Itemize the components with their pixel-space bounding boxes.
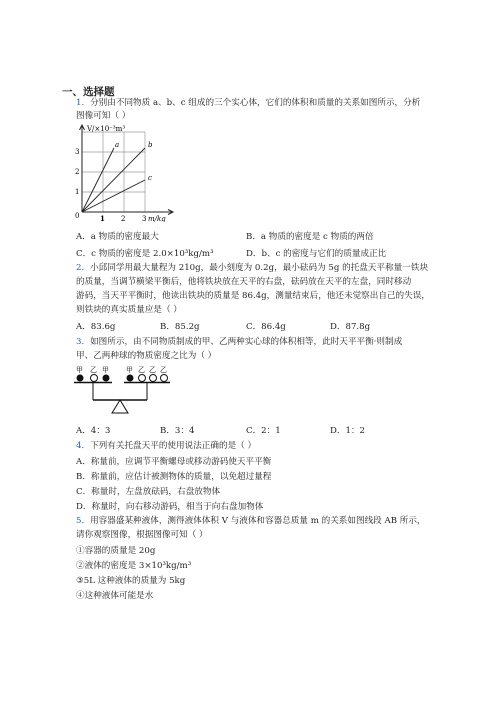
question-3-option-d: D．1：2 (330, 426, 366, 436)
question-2-text-3: 游码，当天平平衡时，他读出铁块的质量是 86.4g，测量结束后，他还未觉察出自己的失误， (76, 291, 430, 301)
graph-axes (80, 125, 174, 215)
question-3-balance-figure (72, 364, 202, 424)
y-axis-label: V/×10⁻³m³ (87, 125, 126, 133)
question-1-text-2: 图像可知（ ） (76, 111, 131, 121)
line-c-label: c (148, 174, 152, 182)
right-pan-balls (127, 375, 168, 382)
question-5-statement-2: ②液体的密度是 3×10³kg/m³ (76, 561, 192, 571)
right-label-1: 甲 (126, 366, 133, 374)
question-1-option-b: B．a 物质的密度是 c 物质的两倍 (246, 232, 374, 242)
y-tick-1: 1 (75, 188, 80, 196)
graph-lines (82, 148, 145, 212)
section-title: 一、选择题 (62, 86, 115, 98)
question-2-option-c: C．86.4g (246, 322, 286, 332)
question-2-option-b: B．85.2g (160, 322, 200, 332)
x-tick-3: 3 (142, 215, 147, 222)
left-label-3: 甲 (102, 366, 109, 374)
left-pan-balls (77, 375, 110, 382)
question-2-text-1: 小邱同学用最大量程为 210g，最小刻度为 0.2g，最小砝码为 5g 的托盘天平称量一铁块 (90, 263, 429, 273)
question-5-statement-1: ①容器的质量是 20g (76, 546, 156, 556)
x-tick-1: 1 (100, 214, 105, 222)
question-4-option-b: B．称量前，应估计被测物体的质量，以免超过量程 (76, 472, 272, 482)
question-1-number: 1． (76, 98, 91, 108)
question-3-option-c: C．2：1 (246, 426, 281, 436)
line-b (82, 148, 145, 212)
question-3-option-a: A．4：3 (76, 426, 111, 436)
x-tick-2: 2 (121, 215, 126, 222)
question-1-option-a: A．a 物质的密度最大 (76, 232, 159, 242)
question-2-text-2: 的质量，当调节横梁平衡后，他将铁块放在天平的右盘，砝码放在天平的左盘，同时移动 (76, 277, 412, 287)
question-4-number: 4． (76, 441, 91, 451)
question-3-text-1: 如图所示，由不同物质制成的甲、乙两种实心球的体积相等，此时天平平衡·则制成 (90, 337, 403, 347)
question-3-number: 3． (76, 337, 91, 347)
question-5-number: 5． (76, 516, 91, 526)
question-2-option-d: D．87.8g (330, 322, 371, 332)
line-a-label: a (115, 141, 120, 149)
question-2-line-1 (76, 262, 428, 275)
line-b-label: b (148, 141, 153, 149)
x-axis-label: m/kg (148, 215, 166, 222)
question-1-text-1: 分别由不同物质 a、b、c 组成的三个实心体，它们的体积和质量的关系如图所示，分析 (90, 98, 421, 108)
question-4-text-1: 下列有关托盘天平的使用说法正确的是（ ） (90, 441, 257, 451)
right-label-4: 乙 (160, 366, 167, 374)
balance-fulcrum (112, 400, 128, 413)
question-5-statement-3: ③5L 这种液体的质量为 5kg (76, 576, 186, 586)
question-5-statement-4: ④这种液体可能是水 (76, 591, 154, 601)
question-5-text-2: 请你观察图像，根据图像可知（ ） (76, 530, 208, 540)
question-3-text-2: 甲、乙两种球的物质密度之比为（ ） (76, 351, 217, 361)
line-c (82, 180, 145, 212)
question-5-line-1 (76, 515, 426, 528)
question-4-option-a: A．称量前，应调节平衡螺母或移动游码使天平平衡 (76, 457, 272, 467)
line-a (82, 148, 114, 212)
right-label-3: 乙 (149, 366, 156, 374)
question-4-line-1 (76, 440, 256, 453)
graph-grid (82, 132, 145, 212)
question-4-option-c: C．称量时，左盘放砝码，右盘放物体 (76, 487, 221, 497)
balance-beam (74, 383, 170, 401)
question-1-option-d: D．b、c 的密度与它们的质量成正比 (246, 249, 387, 259)
question-5-text-1: 用容器盛某种液体，测得液体体积 V 与液体和容器总质量 m 的关系如图线段 AB 所示， (90, 516, 426, 526)
question-2-text-4: 则铁块的真实质量应是（ ） (76, 305, 182, 315)
question-3-option-b: B．3：4 (160, 426, 195, 436)
question-1-graph (62, 122, 202, 222)
question-3-line-1 (76, 336, 402, 349)
y-tick-3: 3 (75, 148, 80, 156)
question-2-option-a: A．83.6g (76, 322, 116, 332)
question-2-number: 2． (76, 263, 91, 273)
y-tick-2: 2 (75, 168, 80, 176)
question-1-line-1 (76, 97, 420, 110)
question-4-option-d: D．称量时，向右移动游码，相当于向右盘加物体 (76, 502, 264, 512)
left-label-1: 甲 (76, 366, 83, 374)
right-label-2: 乙 (138, 366, 145, 374)
left-label-2: 乙 (90, 366, 97, 374)
graph-origin: 0 (75, 212, 80, 220)
question-1-option-c: C．c 物质的密度是 2.0×10³kg/m³ (76, 249, 214, 259)
